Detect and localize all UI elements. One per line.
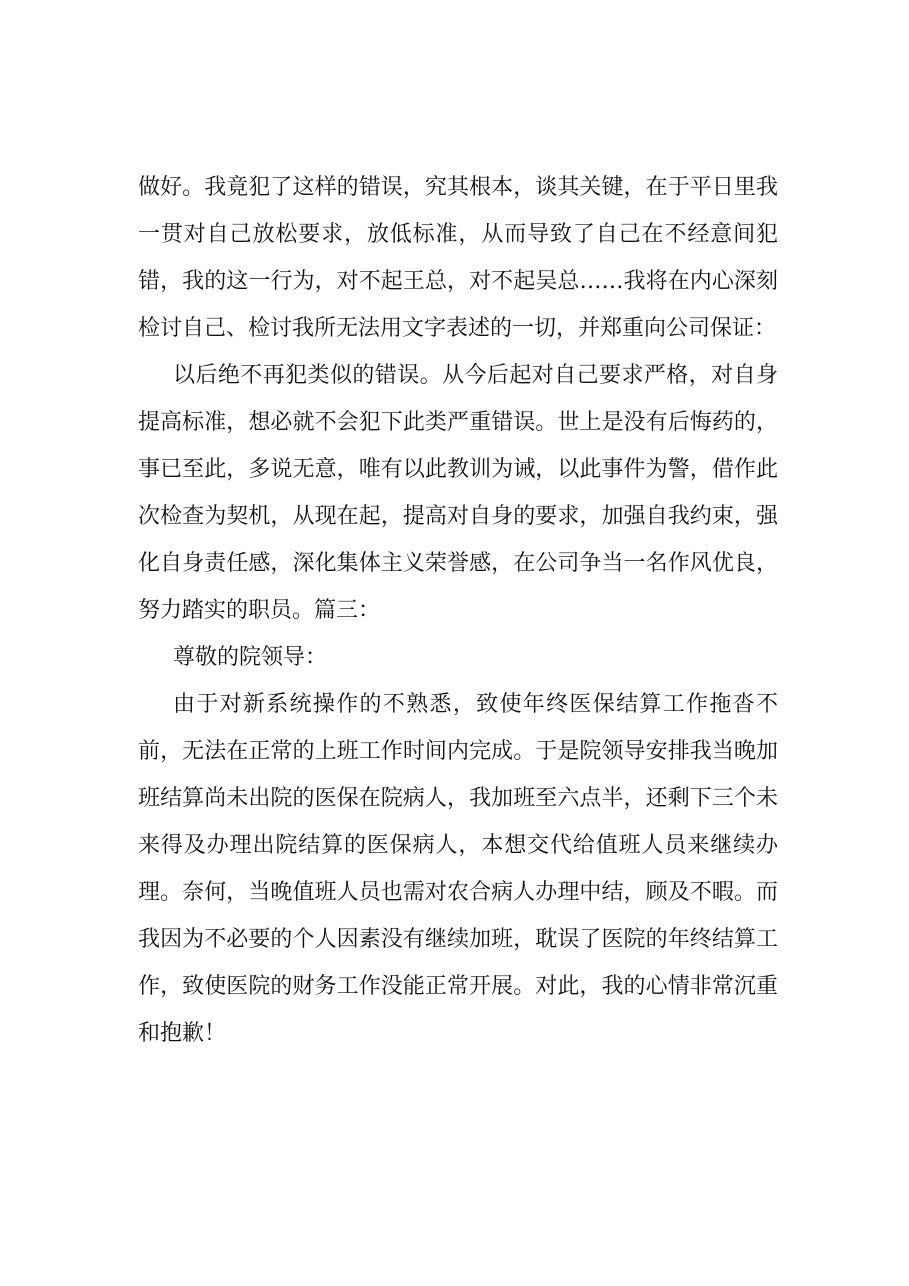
salutation: 尊敬的院领导： bbox=[173, 645, 328, 670]
paragraph-3: 由于对新系统操作的不熟悉，致使年终医保结算工作拖沓不前，无法在正常的上班工作时间内完成。于是院领导安排我当晚加班结算尚未出院的医保在院病人，我加班至六点半，还剩下三个未来得及办理出院结算的医保病人，本想交代给值班人员来继续办理。奈何，当晚值班人员也需对农合病人办理中结，顾及不暇。而我因为不必要的个人因素没有继续加班，耽误了医院的年终结算工作，致使医院的财务工作没能正常开展。对此，我的心情非常沉重和抱歉！ bbox=[138, 692, 778, 1046]
document-body bbox=[138, 164, 778, 1057]
paragraph-2: 以后绝不再犯类似的错误。从今后起对自己要求严格，对自身提高标准，想必就不会犯下此类严重错误。世上是没有后悔药的，事已至此，多说无意，唯有以此教训为诫，以此事件为警，借作此次检查为契机，从现在起，提高对自身的要求，加强自我约束，强化自身责任感，深化集体主义荣誉感，在公司争当一名作风优良，努力踏实的职员。篇三： bbox=[138, 363, 778, 623]
paragraph-1: 做好。我竟犯了这样的错误，究其根本，谈其关键，在于平日里我一贯对自己放松要求，放低标准，从而导致了自己在不经意间犯错，我的这一行为，对不起王总，对不起吴总……我将在内心深刻检讨自己、检讨我所无法用文字表述的一切，并郑重向公司保证： bbox=[138, 175, 778, 341]
